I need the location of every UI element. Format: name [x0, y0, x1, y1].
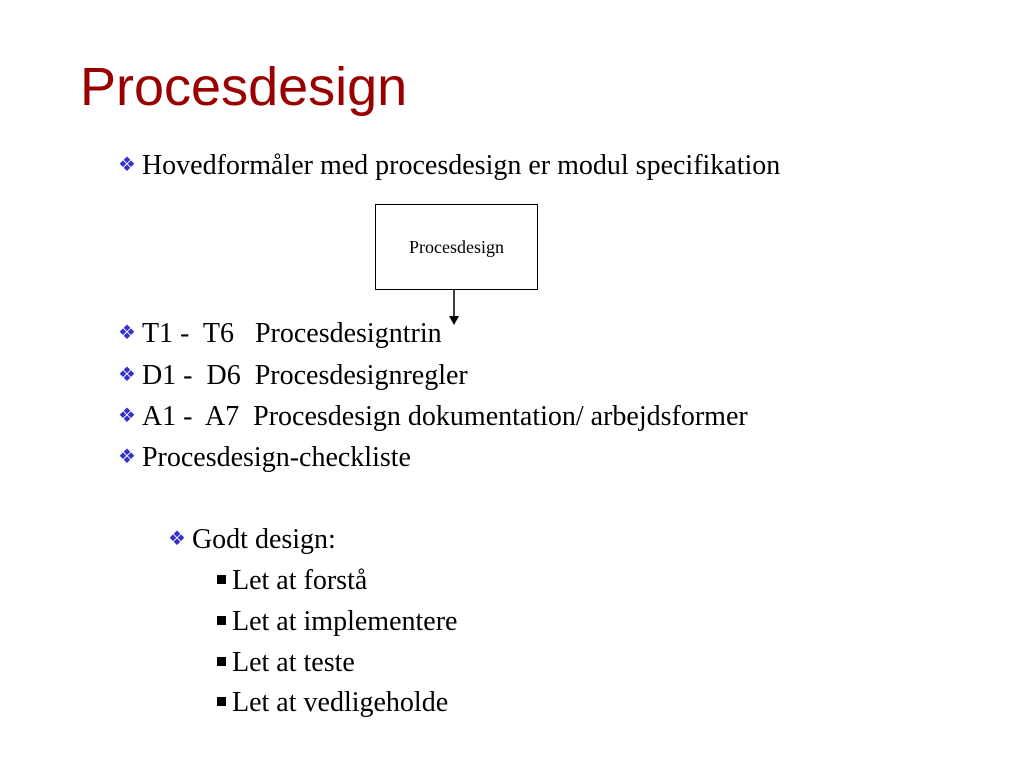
sub-heading-text: Godt design:	[191, 524, 336, 555]
bullet-item	[118, 403, 748, 431]
sub-list-text: Let at teste	[232, 647, 355, 678]
bullet-text: D1 - D6 Procesdesignregler	[141, 360, 468, 391]
bullet-item	[118, 152, 780, 180]
diamond-bullet-icon: ❖	[118, 362, 136, 386]
bullet-item	[118, 444, 411, 472]
bullet-text: Hovedformåler med procesdesign er modul specifikation	[141, 150, 781, 181]
bullet-text: Procesdesign-checkliste	[141, 442, 411, 473]
square-bullet-icon	[217, 657, 226, 666]
bullet-text: T1 - T6 Procesdesigntrin	[141, 318, 442, 349]
slide-title: Procesdesign	[80, 57, 408, 117]
square-bullet-icon	[217, 575, 226, 584]
sub-list-item	[217, 689, 448, 717]
arrow-down-icon	[446, 290, 462, 326]
sub-heading	[168, 526, 336, 554]
diamond-bullet-icon: ❖	[118, 320, 136, 344]
diamond-bullet-icon: ❖	[118, 444, 136, 468]
square-bullet-icon	[217, 697, 226, 706]
sub-list-item	[217, 567, 367, 595]
square-bullet-icon	[217, 616, 226, 625]
diamond-bullet-icon: ❖	[118, 403, 136, 427]
sub-list-item	[217, 649, 355, 677]
diamond-bullet-icon: ❖	[118, 152, 136, 176]
diagram-box-label: Procesdesign	[409, 236, 504, 257]
bullet-item	[118, 320, 442, 348]
bullet-item	[118, 362, 468, 390]
bullet-text: A1 - A7 Procesdesign dokumentation/ arbejdsformer	[141, 401, 748, 432]
sub-list-text: Let at forstå	[232, 565, 368, 596]
sub-list-item	[217, 608, 457, 636]
diagram-box	[375, 204, 538, 290]
diamond-bullet-icon: ❖	[168, 526, 186, 550]
sub-list-text: Let at vedligeholde	[232, 687, 449, 718]
sub-list-text: Let at implementere	[232, 606, 458, 637]
